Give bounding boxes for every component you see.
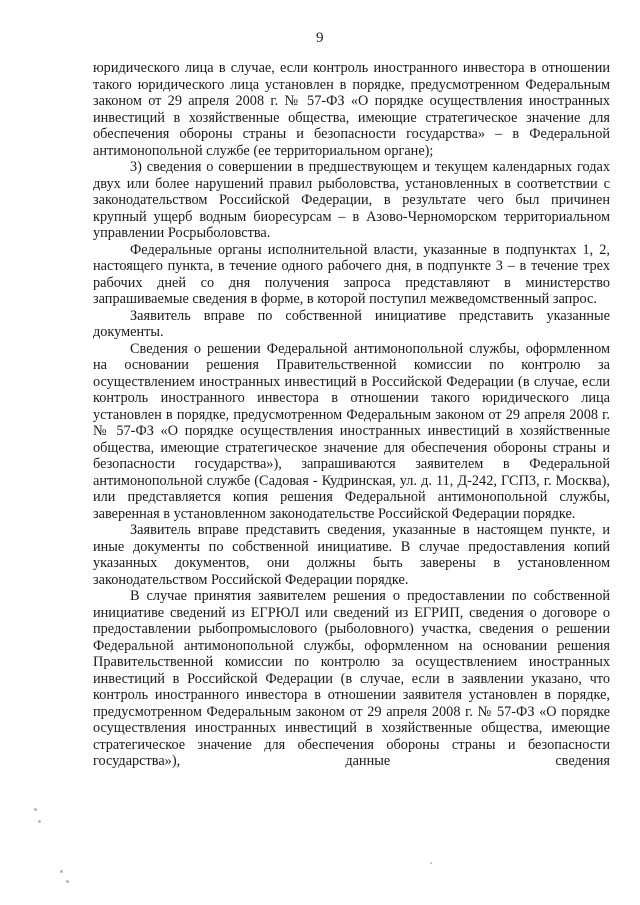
paragraph-item-3: 3) сведения о совершении в предшествующем и текущем календарных годах двух или более нарушений правил рыболовства, установленных в соответствии с законодательством Российской Федерации, в результате чего был причинен крупный ущерб водным биоресурсам – в Азово-Черноморском территориальном управлении Росрыболовства. (93, 159, 610, 241)
paragraph-continuation: юридического лица в случае, если контроль иностранного инвестора в отношении такого юридического лица установлен в порядке, предусмотренном Федеральным законом от 29 апреля 2008 г. № 57-ФЗ «О порядке осуществления иностранных инвестиций в хозяйственные общества, имеющие стратегическое значение для обеспечения обороны страны и безопасности государства» – в Федеральной антимонопольной службе (ее территориальном органе); (93, 60, 610, 159)
paragraph-fas-decision: Сведения о решении Федеральной антимонопольной службы, оформленном на основании решения Правительственной комиссии по контролю за осуществлением иностранных инвестиций в Российской Федерации (в случае, если контроль иностранного инвестора в отношении такого юридического лица установлен в порядке, предусмотренном Федеральным законом от 29 апреля 2008 г. № 57-ФЗ «О порядке осуществления иностранных инвестиций в хозяйственные общества, имеющие стратегическое значение для обеспечения обороны страны и безопасности государства»), запрашиваются заявителем в Федеральной антимонопольной службе (Садовая - Кудринская, ул. д. 11, Д-242, ГСП3, г. Москва), или представляется копия решения Федеральной антимонопольной службы, заверенная в установленном законодательстве Российской Федерации порядке. (93, 340, 610, 522)
paragraph-federal-bodies: Федеральные органы исполнительной власти, указанные в подпунктах 1, 2, настоящего пункта, в течение одного рабочего дня, в подпункте 3 – в течение трех рабочих дней со дня получения запроса представляют в министерство запрашиваемые сведения в форме, в которой поступил межведомственный запрос. (93, 241, 610, 307)
paragraph-applicant-documents: Заявитель вправе представить сведения, указанные в настоящем пункте, и иные документы по собственной инициативе. В случае предоставления копий указанных документов, они должны быть заверены в установленном законодательством Российской Федерации порядке. (93, 522, 610, 588)
paragraph-applicant-right: Заявитель вправе по собственной инициативе представить указанные документы. (93, 307, 610, 340)
paragraph-own-initiative: В случае принятия заявителем решения о предоставлении по собственной инициативе сведений из ЕГРЮЛ или сведений из ЕГРИП, сведения о договоре о предоставлении рыбопромыслового (рыболовного) участка, сведения о решении Федеральной антимонопольной службы, оформленном на основании решения Правительственной комиссии по контролю за осуществлением иностранных инвестиций в Российской Федерации (в случае, если в заявлении указано, что контроль иностранного инвестора в отношении заявителя установлен в порядке, предусмотренном Федеральным законом от 29 апреля 2008 г. № 57-ФЗ «О порядке осуществления иностранных инвестиций в хозяйственные общества, имеющие стратегическое значение для обеспечения обороны страны и безопасности государства»), данные сведения (93, 588, 610, 769)
page-number: 9 (316, 30, 324, 46)
document-body (93, 60, 610, 770)
